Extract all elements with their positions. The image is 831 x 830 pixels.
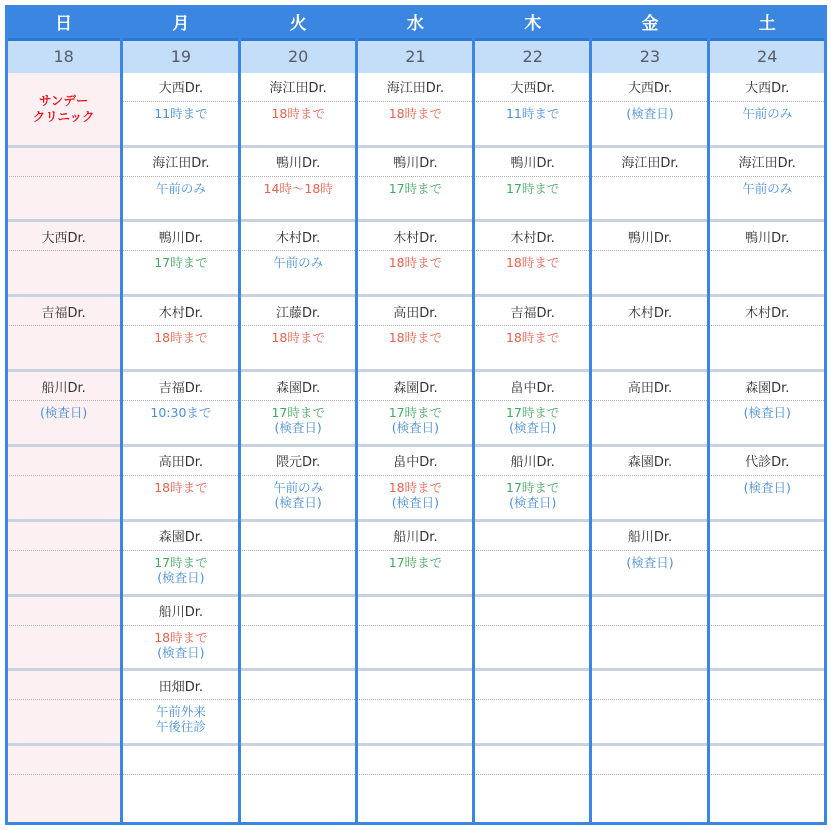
- doctor-name: [357, 746, 474, 775]
- slot-notes: [5, 775, 122, 822]
- schedule-note: 10:30まで: [150, 405, 212, 421]
- doctor-name: 大西Dr.: [122, 73, 239, 102]
- slot-notes: [357, 251, 474, 294]
- schedule-slot: [240, 222, 357, 297]
- schedule-slot: [709, 597, 826, 672]
- schedule-note: 午前のみ: [273, 255, 324, 271]
- schedule-slot: [122, 297, 239, 372]
- schedule-note: 18時まで: [388, 255, 443, 271]
- doctor-name: [709, 522, 826, 551]
- schedule-note: 午前のみ: [155, 180, 206, 196]
- doctor-name: 吉福Dr.: [474, 297, 591, 326]
- schedule-bottom-border: [5, 822, 826, 825]
- doctor-name: [5, 148, 122, 177]
- day-column: [5, 5, 122, 825]
- slot-notes: [240, 551, 357, 594]
- slot-notes: [357, 177, 474, 220]
- schedule-slot: [357, 73, 474, 148]
- slot-notes: [5, 73, 122, 145]
- doctor-name: 高田Dr.: [357, 297, 474, 326]
- doctor-name: 鴨川Dr.: [709, 222, 826, 251]
- doctor-name: 代診Dr.: [709, 447, 826, 476]
- date-cell: 24: [709, 41, 826, 73]
- schedule-slot: [474, 372, 591, 447]
- schedule-note: (検査日): [274, 420, 322, 436]
- schedule-slot: [5, 447, 122, 522]
- schedule-slot: [591, 297, 708, 372]
- slot-notes: [240, 177, 357, 220]
- schedule-slot: [240, 297, 357, 372]
- slot-notes: [122, 326, 239, 369]
- schedule-slot: [357, 671, 474, 746]
- schedule-slot: [709, 148, 826, 223]
- schedule-slot: [709, 372, 826, 447]
- weekday-header: 金: [591, 5, 708, 41]
- schedule-note: 17時まで: [505, 405, 560, 421]
- date-cell: 23: [591, 41, 708, 73]
- schedule-slot: [240, 746, 357, 825]
- slot-notes: [591, 251, 708, 294]
- doctor-name: [709, 597, 826, 626]
- slot-notes: [709, 700, 826, 743]
- slot-notes: [357, 401, 474, 444]
- doctor-name: 鴨川Dr.: [240, 148, 357, 177]
- slot-notes: [474, 775, 591, 822]
- doctor-name: [122, 746, 239, 775]
- date-cell: 19: [122, 41, 239, 73]
- weekday-header: 水: [357, 5, 474, 41]
- day-column: [122, 5, 239, 825]
- slot-notes: [240, 626, 357, 669]
- day-column: [709, 5, 826, 825]
- slot-notes: [474, 251, 591, 294]
- doctor-name: 大西Dr.: [474, 73, 591, 102]
- doctor-name: [474, 671, 591, 700]
- slot-notes: [240, 326, 357, 369]
- slot-notes: [591, 551, 708, 594]
- schedule-slot: [5, 148, 122, 223]
- slot-notes: [357, 476, 474, 519]
- slot-notes: [474, 626, 591, 669]
- weekday-header: 月: [122, 5, 239, 41]
- doctor-name: 畠中Dr.: [357, 447, 474, 476]
- doctor-name: [591, 597, 708, 626]
- schedule-note: 18時まで: [388, 479, 443, 495]
- schedule-note: 18時まで: [505, 255, 560, 271]
- doctor-name: [709, 671, 826, 700]
- doctor-name: [5, 671, 122, 700]
- day-column: [474, 5, 591, 825]
- schedule-slot: [5, 597, 122, 672]
- doctor-name: 森園Dr.: [122, 522, 239, 551]
- doctor-name: 鴨川Dr.: [357, 148, 474, 177]
- schedule-note: 18時まで: [154, 629, 208, 645]
- schedule-slot: [709, 297, 826, 372]
- doctor-name: 森園Dr.: [240, 372, 357, 401]
- doctor-name: 船川Dr.: [474, 447, 591, 476]
- schedule-note: 17時まで: [154, 554, 208, 570]
- schedule-slot: [122, 447, 239, 522]
- schedule-slot: [709, 522, 826, 597]
- slot-notes: [240, 476, 357, 519]
- schedule-note: 17時まで: [505, 180, 560, 196]
- schedule-slot: [122, 73, 239, 148]
- slot-notes: [122, 102, 239, 145]
- doctor-name: [5, 597, 122, 626]
- schedule-note: 18時まで: [154, 330, 208, 346]
- schedule-slot: [240, 522, 357, 597]
- doctor-name: 吉福Dr.: [5, 297, 122, 326]
- schedule-slot: [474, 148, 591, 223]
- schedule-slot: [357, 372, 474, 447]
- schedule-slot: [474, 447, 591, 522]
- schedule-slot: [122, 372, 239, 447]
- doctor-name: 船川Dr.: [122, 597, 239, 626]
- schedule-slot: [591, 73, 708, 148]
- schedule-slot: [122, 148, 239, 223]
- slot-notes: [709, 775, 826, 822]
- weekday-header: 日: [5, 5, 122, 41]
- doctor-name: 海江田Dr.: [122, 148, 239, 177]
- slot-notes: [591, 626, 708, 669]
- schedule-slot: [5, 372, 122, 447]
- schedule-note: (検査日): [40, 405, 88, 421]
- slot-notes: [240, 251, 357, 294]
- doctor-name: [357, 597, 474, 626]
- doctor-name: [240, 597, 357, 626]
- day-column: [357, 5, 474, 825]
- schedule-slot: [357, 597, 474, 672]
- schedule-slot: [591, 148, 708, 223]
- schedule-slot: [474, 671, 591, 746]
- doctor-name: [357, 671, 474, 700]
- slot-notes: [122, 700, 239, 743]
- schedule-slot: [591, 597, 708, 672]
- schedule-note: 17時まで: [154, 255, 208, 271]
- day-column: [591, 5, 708, 825]
- slot-notes: [357, 326, 474, 369]
- doctor-name: [240, 522, 357, 551]
- doctor-name: [5, 522, 122, 551]
- doctor-name: 森園Dr.: [357, 372, 474, 401]
- slot-notes: [474, 326, 591, 369]
- doctor-name: 吉福Dr.: [122, 372, 239, 401]
- slot-notes: [474, 102, 591, 145]
- schedule-slot: [122, 746, 239, 825]
- slot-notes: [591, 775, 708, 822]
- schedule-slot: [122, 522, 239, 597]
- slot-notes: [709, 401, 826, 444]
- slot-notes: [122, 626, 239, 669]
- schedule-note: (検査日): [274, 494, 322, 510]
- schedule-note: 18時まで: [271, 105, 325, 121]
- schedule-slot: [591, 671, 708, 746]
- schedule-slot: [122, 222, 239, 297]
- weekday-header: 火: [240, 5, 357, 41]
- slot-notes: [357, 626, 474, 669]
- schedule-slot: [5, 746, 122, 825]
- slot-notes: [591, 326, 708, 369]
- doctor-name: [474, 522, 591, 551]
- doctor-name: 隈元Dr.: [240, 447, 357, 476]
- slot-notes: [709, 626, 826, 669]
- doctor-name: [474, 746, 591, 775]
- doctor-name: 森園Dr.: [709, 372, 826, 401]
- schedule-slot: [709, 447, 826, 522]
- schedule-note: 18時まで: [505, 330, 560, 346]
- schedule-note: 17時まで: [388, 405, 443, 421]
- schedule-note: 18時まで: [154, 479, 208, 495]
- schedule-slot: [591, 447, 708, 522]
- schedule-note: 11時まで: [505, 105, 560, 121]
- schedule-slot: [709, 746, 826, 825]
- schedule-note: 18時まで: [388, 105, 443, 121]
- schedule-slot: [357, 447, 474, 522]
- doctor-name: 江藤Dr.: [240, 297, 357, 326]
- schedule-slot: [591, 746, 708, 825]
- schedule-slot: [122, 671, 239, 746]
- schedule-note: (検査日): [626, 105, 674, 121]
- doctor-name: 大西Dr.: [5, 222, 122, 251]
- doctor-name: 大西Dr.: [709, 73, 826, 102]
- schedule-note: 17時まで: [505, 479, 560, 495]
- schedule-slot: [357, 746, 474, 825]
- slot-notes: [709, 102, 826, 145]
- slot-notes: [357, 551, 474, 594]
- doctor-name: 木村Dr.: [709, 297, 826, 326]
- doctor-name: [591, 671, 708, 700]
- schedule-slot: [240, 148, 357, 223]
- doctor-name: 鴨川Dr.: [474, 148, 591, 177]
- slot-notes: [709, 251, 826, 294]
- slot-notes: [5, 700, 122, 743]
- doctor-name: 船川Dr.: [357, 522, 474, 551]
- doctor-name: 鴨川Dr.: [122, 222, 239, 251]
- schedule-note: 18時まで: [271, 330, 325, 346]
- date-cell: 18: [5, 41, 122, 73]
- doctor-name: 鴨川Dr.: [591, 222, 708, 251]
- schedule-slot: [5, 671, 122, 746]
- schedule-slot: [591, 522, 708, 597]
- doctor-name: 高田Dr.: [591, 372, 708, 401]
- schedule-note: (検査日): [391, 494, 440, 510]
- schedule-slot: [5, 297, 122, 372]
- schedule-note: 17時まで: [271, 405, 325, 421]
- slot-notes: [357, 700, 474, 743]
- date-cell: 21: [357, 41, 474, 73]
- schedule-slot: [474, 522, 591, 597]
- doctor-name: 森園Dr.: [591, 447, 708, 476]
- schedule-note: (検査日): [157, 569, 205, 585]
- schedule-slot: [240, 447, 357, 522]
- schedule-note: (検査日): [509, 494, 557, 510]
- schedule-note: (検査日): [743, 479, 791, 495]
- slot-notes: [122, 251, 239, 294]
- clinic-label: サンデー: [38, 92, 89, 108]
- weekday-header: 木: [474, 5, 591, 41]
- doctor-name: 木村Dr.: [474, 222, 591, 251]
- slot-notes: [5, 551, 122, 594]
- schedule-slot: [709, 73, 826, 148]
- doctor-name: 畠中Dr.: [474, 372, 591, 401]
- doctor-name: [5, 447, 122, 476]
- schedule-slot: [357, 222, 474, 297]
- slot-notes: [240, 700, 357, 743]
- slot-notes: [709, 551, 826, 594]
- slot-notes: [591, 401, 708, 444]
- schedule-note: 午前のみ: [742, 105, 793, 121]
- date-cell: 20: [240, 41, 357, 73]
- doctor-name: 船川Dr.: [5, 372, 122, 401]
- slot-notes: [474, 401, 591, 444]
- schedule-slot: [122, 597, 239, 672]
- slot-notes: [709, 476, 826, 519]
- slot-notes: [122, 551, 239, 594]
- schedule-slot: [5, 222, 122, 297]
- schedule-slot: [474, 297, 591, 372]
- schedule-note: (検査日): [626, 554, 674, 570]
- doctor-name: 木村Dr.: [122, 297, 239, 326]
- schedule-slot: [709, 222, 826, 297]
- slot-notes: [591, 476, 708, 519]
- schedule-slot: [474, 222, 591, 297]
- schedule-slot: [357, 297, 474, 372]
- slot-notes: [709, 326, 826, 369]
- slot-notes: [5, 251, 122, 294]
- slot-notes: [5, 177, 122, 220]
- schedule-slot: [474, 597, 591, 672]
- schedule-slot: [240, 73, 357, 148]
- slot-notes: [591, 102, 708, 145]
- slot-notes: [122, 775, 239, 822]
- doctor-name: 木村Dr.: [240, 222, 357, 251]
- schedule-slot: [474, 746, 591, 825]
- schedule-slot: [5, 73, 122, 148]
- schedule-slot: [5, 522, 122, 597]
- schedule-note: 午前のみ: [742, 180, 793, 196]
- schedule-note: (検査日): [157, 644, 205, 660]
- doctor-name: 海江田Dr.: [591, 148, 708, 177]
- slot-notes: [474, 177, 591, 220]
- schedule-note: 11時まで: [154, 105, 208, 121]
- doctor-name: 船川Dr.: [591, 522, 708, 551]
- doctor-name: 海江田Dr.: [709, 148, 826, 177]
- slot-notes: [122, 476, 239, 519]
- slot-notes: [474, 476, 591, 519]
- schedule-note: 午後往診: [155, 719, 206, 735]
- schedule-slot: [357, 148, 474, 223]
- doctor-name: 高田Dr.: [122, 447, 239, 476]
- slot-notes: [5, 626, 122, 669]
- slot-notes: [474, 551, 591, 594]
- schedule-slot: [240, 671, 357, 746]
- slot-notes: [709, 177, 826, 220]
- schedule-note: (検査日): [391, 420, 440, 436]
- schedule-note: (検査日): [743, 405, 791, 421]
- schedule-note: 17時まで: [388, 180, 443, 196]
- slot-notes: [357, 775, 474, 822]
- doctor-name: [240, 746, 357, 775]
- slot-notes: [5, 476, 122, 519]
- doctor-name: 海江田Dr.: [240, 73, 357, 102]
- schedule-note: 午前のみ: [273, 479, 324, 495]
- schedule-slot: [709, 671, 826, 746]
- clinic-label: クリニック: [32, 108, 95, 124]
- doctor-name: 木村Dr.: [357, 222, 474, 251]
- doctor-name: 木村Dr.: [591, 297, 708, 326]
- schedule-note: 午前外来: [155, 704, 206, 720]
- slot-notes: [240, 775, 357, 822]
- weekly-doctor-schedule: [5, 5, 826, 825]
- schedule-note: 17時まで: [388, 554, 443, 570]
- slot-notes: [122, 401, 239, 444]
- slot-notes: [240, 401, 357, 444]
- doctor-name: [5, 746, 122, 775]
- schedule-slot: [474, 73, 591, 148]
- slot-notes: [122, 177, 239, 220]
- schedule-slot: [591, 372, 708, 447]
- doctor-name: 田畑Dr.: [122, 671, 239, 700]
- slot-notes: [591, 177, 708, 220]
- doctor-name: [709, 746, 826, 775]
- doctor-name: 大西Dr.: [591, 73, 708, 102]
- slot-notes: [5, 401, 122, 444]
- slot-notes: [474, 700, 591, 743]
- doctor-name: [591, 746, 708, 775]
- weekday-header: 土: [709, 5, 826, 41]
- slot-notes: [240, 102, 357, 145]
- schedule-note: (検査日): [509, 420, 557, 436]
- schedule-slot: [591, 222, 708, 297]
- day-column: [240, 5, 357, 825]
- schedule-slot: [357, 522, 474, 597]
- slot-notes: [5, 326, 122, 369]
- schedule-slot: [240, 597, 357, 672]
- doctor-name: 海江田Dr.: [357, 73, 474, 102]
- doctor-name: [240, 671, 357, 700]
- schedule-note: 18時まで: [388, 330, 443, 346]
- slot-notes: [357, 102, 474, 145]
- slot-notes: [591, 700, 708, 743]
- schedule-note: 14時～18時: [263, 180, 333, 196]
- date-cell: 22: [474, 41, 591, 73]
- doctor-name: [474, 597, 591, 626]
- schedule-slot: [240, 372, 357, 447]
